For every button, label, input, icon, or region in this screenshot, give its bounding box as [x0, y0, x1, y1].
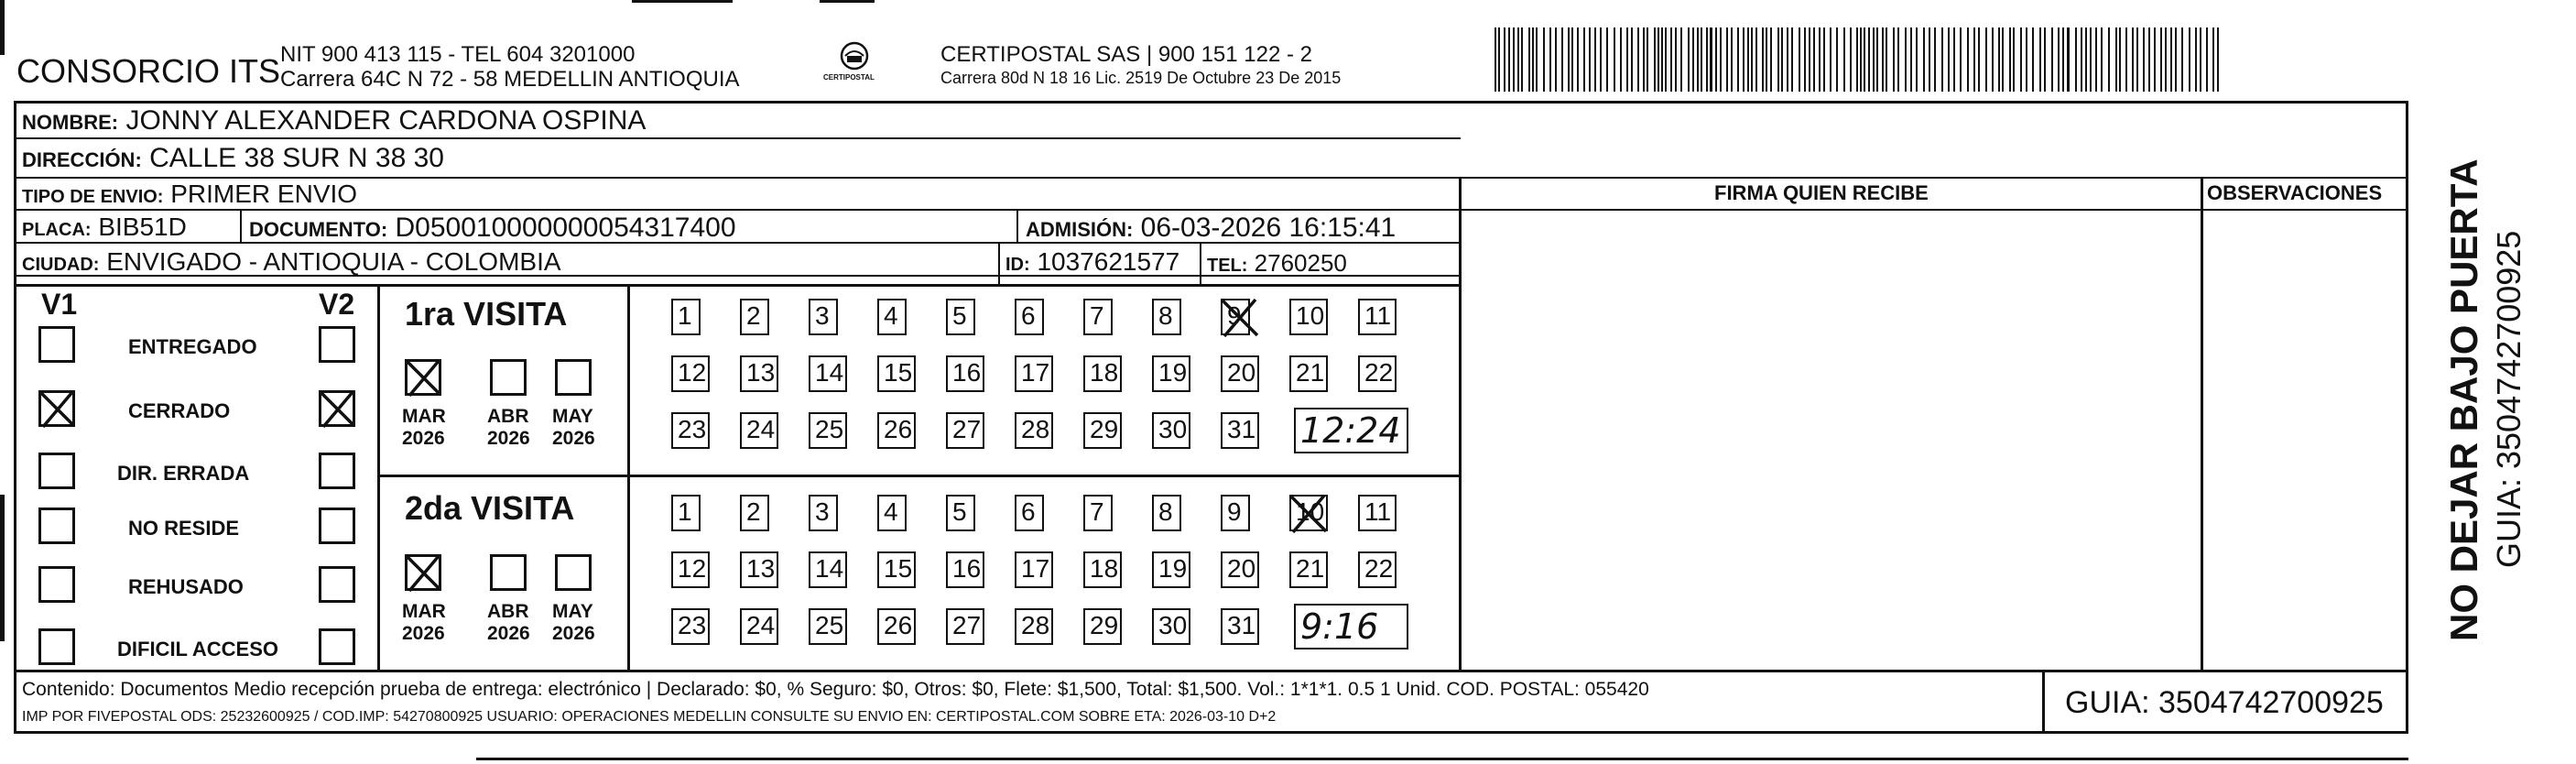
visit1-day-box[interactable]: [1083, 412, 1122, 449]
v2-header: V2: [319, 288, 355, 321]
visit1-month-label: MAY: [552, 406, 593, 427]
day-number: 18: [1090, 358, 1119, 387]
visit2-day-box[interactable]: [946, 495, 975, 531]
visit2-time-box[interactable]: [1294, 604, 1408, 649]
visit2-day-box[interactable]: [1221, 495, 1250, 531]
col-divider: [1200, 242, 1201, 284]
v2-checkbox[interactable]: [319, 326, 355, 363]
visit1-year-label: 2026: [402, 428, 445, 449]
visit1-day-box[interactable]: [1358, 355, 1397, 392]
visit1-month-label: ABR: [487, 406, 529, 427]
day-number: 12: [678, 554, 707, 583]
day-number: 15: [884, 554, 913, 583]
company-name: CONSORCIO ITS: [16, 52, 281, 90]
visit1-day-box[interactable]: [671, 299, 701, 335]
v1-checkbox[interactable]: [38, 390, 75, 427]
visit2-title: 2da VISITA: [405, 489, 575, 527]
day-number: 23: [678, 415, 707, 443]
day-number: 11: [1364, 497, 1392, 526]
day-number: 27: [952, 415, 982, 443]
v1-header: V1: [41, 288, 78, 321]
col-divider: [2201, 177, 2203, 671]
visit1-day-box[interactable]: [740, 355, 778, 392]
visit2-day-box[interactable]: [740, 495, 769, 531]
visit2-year-label: 2026: [552, 623, 595, 644]
visit1-day-box[interactable]: [1083, 355, 1122, 392]
row-divider: [14, 284, 1461, 287]
visit2-year-label: 2026: [487, 623, 530, 644]
visit2-time-value: 9:16: [1300, 606, 1379, 647]
tipo-value: PRIMER ENVIO: [170, 180, 358, 208]
visit2-day-box[interactable]: [740, 608, 778, 645]
visit2-day-box[interactable]: [877, 495, 907, 531]
visit1-day-box[interactable]: [1221, 412, 1259, 449]
visit2-month-checkbox[interactable]: [405, 554, 441, 591]
day-number: 10: [1296, 497, 1325, 526]
company-nit: NIT 900 413 115 - TEL 604 3201000: [280, 42, 636, 67]
visit2-day-box[interactable]: [877, 608, 916, 645]
visit1-month-checkbox[interactable]: [405, 359, 441, 396]
visit2-day-box[interactable]: [809, 495, 838, 531]
day-number: 3: [815, 301, 830, 330]
x-mark-icon: [404, 553, 444, 594]
col-divider: [377, 284, 380, 671]
documento-value: D050010000000054317400: [395, 213, 736, 243]
v2-checkbox[interactable]: [319, 508, 355, 544]
visit2-day-box[interactable]: [1083, 608, 1122, 645]
visit1-day-box[interactable]: [1221, 299, 1250, 335]
frame-top: [14, 101, 2408, 104]
day-number: 5: [952, 301, 967, 330]
logo-caption: CERTIPOSTAL: [823, 73, 875, 82]
visit1-day-box[interactable]: [740, 299, 769, 335]
visit1-day-box[interactable]: [1289, 355, 1328, 392]
visit1-title: 1ra VISITA: [405, 295, 568, 333]
day-number: 28: [1021, 415, 1050, 443]
company-address: Carrera 64C N 72 - 58 MEDELLIN ANTIOQUIA: [280, 67, 740, 92]
visit2-month-checkbox[interactable]: [555, 554, 592, 591]
day-number: 30: [1158, 611, 1188, 639]
status-label: NO RESIDE: [128, 517, 240, 540]
day-number: 4: [884, 301, 898, 330]
visit1-day-box[interactable]: [809, 412, 847, 449]
day-number: 19: [1158, 358, 1188, 387]
day-number: 1: [678, 301, 692, 330]
top-edge-mark: [632, 0, 733, 3]
firma-header: FIRMA QUIEN RECIBE: [1714, 181, 1929, 204]
visit1-day-box[interactable]: [877, 412, 916, 449]
certipostal-address: Carrera 80d N 18 16 Lic. 2519 De Octubre 23 De 2015: [940, 69, 1342, 87]
x-mark-icon: [318, 389, 358, 430]
day-number: 29: [1090, 611, 1119, 639]
x-mark-icon: [404, 358, 444, 398]
visit2-day-box[interactable]: [946, 551, 984, 588]
v1-checkbox[interactable]: [38, 326, 75, 363]
day-number: 21: [1296, 358, 1325, 387]
observaciones-header: OBSERVACIONES: [2207, 181, 2383, 204]
visit2-day-box[interactable]: [809, 551, 847, 588]
visit1-day-box[interactable]: [1083, 299, 1113, 335]
nombre-label: NOMBRE:: [22, 111, 119, 134]
day-number: 16: [952, 554, 982, 583]
day-number: 6: [1021, 497, 1036, 526]
day-number: 12: [678, 358, 707, 387]
visit1-day-box[interactable]: [1015, 355, 1053, 392]
day-number: 26: [884, 415, 913, 443]
side-guia: GUIA: 3504742700925: [2490, 230, 2527, 568]
x-mark-icon: [38, 389, 78, 430]
day-number: 5: [952, 497, 967, 526]
day-number: 7: [1090, 301, 1104, 330]
day-number: 13: [746, 358, 776, 387]
certipostal-logo: [823, 39, 880, 85]
status-label: DIFICIL ACCESO: [117, 638, 279, 660]
status-label: ENTREGADO: [128, 335, 257, 358]
v2-checkbox[interactable]: [319, 390, 355, 427]
certipostal-info: CERTIPOSTAL SAS | 900 151 122 - 2: [940, 42, 1312, 67]
visit2-day-box[interactable]: [1083, 495, 1113, 531]
barcode: [1495, 27, 2227, 96]
visit2-day-box[interactable]: [1083, 551, 1122, 588]
day-number: 24: [746, 415, 776, 443]
day-number: 6: [1021, 301, 1036, 330]
visit2-year-label: 2026: [402, 623, 445, 644]
visit2-day-box[interactable]: [877, 551, 916, 588]
v2-checkbox[interactable]: [319, 628, 355, 665]
visit2-day-box[interactable]: [1358, 495, 1397, 531]
day-number: 2: [746, 301, 761, 330]
visit2-month-label: MAY: [552, 601, 593, 622]
row-divider: [377, 475, 1461, 477]
visit1-day-box[interactable]: [671, 355, 710, 392]
x-mark-icon: [1219, 297, 1261, 339]
visit1-day-box[interactable]: [946, 355, 984, 392]
visit1-year-label: 2026: [487, 428, 530, 449]
visit1-month-checkbox[interactable]: [490, 359, 527, 396]
visit1-day-box[interactable]: [946, 412, 984, 449]
day-number: 21: [1296, 554, 1325, 583]
visit2-day-box[interactable]: [1152, 495, 1181, 531]
visit2-day-box[interactable]: [809, 608, 847, 645]
day-number: 20: [1227, 554, 1256, 583]
contenido-text: Contenido: Documentos Medio recepción prueba de entrega: electrónico | Declarado: $0, % Seguro: $0, Otros: $0, Flete: $1,500, Total: $1,500. Vol.: 1*1*1. 0.5 1 Unid. COD. POSTAL: 055420: [22, 679, 1649, 700]
day-number: 7: [1090, 497, 1104, 526]
visit1-day-box[interactable]: [1015, 412, 1053, 449]
status-label: CERRADO: [128, 399, 231, 422]
visit2-day-box[interactable]: [1015, 495, 1044, 531]
day-number: 26: [884, 611, 913, 639]
day-number: 13: [746, 554, 776, 583]
visit2-day-box[interactable]: [1152, 551, 1190, 588]
visit1-day-box[interactable]: [1221, 355, 1259, 392]
v1-checkbox[interactable]: [38, 508, 75, 544]
col-divider: [627, 284, 630, 671]
frame-right: [2406, 101, 2408, 733]
day-number: 22: [1364, 358, 1394, 387]
visit1-day-box[interactable]: [1152, 355, 1190, 392]
day-number: 20: [1227, 358, 1256, 387]
day-number: 8: [1158, 301, 1173, 330]
visit1-day-box[interactable]: [809, 299, 838, 335]
day-number: 24: [746, 611, 776, 639]
left-edge-mark: [0, 0, 5, 55]
visit2-day-box[interactable]: [946, 608, 984, 645]
placa-value: BIB51D: [98, 213, 187, 241]
visit2-day-box[interactable]: [1289, 551, 1328, 588]
tipo-label: TIPO DE ENVIO:: [22, 187, 164, 207]
visit1-day-box[interactable]: [1152, 412, 1190, 449]
visit1-month-checkbox[interactable]: [555, 359, 592, 396]
v1-checkbox[interactable]: [38, 453, 75, 489]
visit2-day-box[interactable]: [1015, 608, 1053, 645]
col-divider: [1016, 209, 1018, 242]
status-label: DIR. ERRADA: [117, 462, 250, 485]
day-number: 11: [1364, 301, 1392, 330]
day-number: 4: [884, 497, 898, 526]
left-edge-mark: [0, 495, 5, 641]
visit1-day-box[interactable]: [877, 355, 916, 392]
visit2-day-box[interactable]: [1358, 551, 1397, 588]
direccion-value: CALLE 38 SUR N 38 30: [149, 143, 444, 173]
day-number: 25: [815, 415, 844, 443]
visit1-day-box[interactable]: [946, 299, 975, 335]
day-number: 10: [1296, 301, 1325, 330]
row-divider: [14, 209, 2408, 211]
day-number: 14: [815, 554, 844, 583]
day-number: 23: [678, 611, 707, 639]
tel-label: TEL:: [1207, 256, 1248, 276]
day-number: 15: [884, 358, 913, 387]
col-divider: [240, 209, 242, 242]
visit2-day-box[interactable]: [671, 495, 701, 531]
v1-checkbox[interactable]: [38, 628, 75, 665]
day-number: 17: [1021, 554, 1050, 583]
admision-label: ADMISIÓN:: [1026, 218, 1134, 241]
imp-text: IMP POR FIVEPOSTAL ODS: 25232600925 / COD.IMP: 54270800925 USUARIO: OPERACIONES MEDELLIN CONSULTE SU ENVIO EN: CERTIPOSTAL.COM SOBRE ETA: 2026-03-10 D+2: [22, 709, 1277, 725]
day-number: 9: [1227, 301, 1242, 330]
visit1-day-box[interactable]: [1152, 299, 1181, 335]
id-value: 1037621577: [1037, 247, 1180, 276]
day-number: 22: [1364, 554, 1394, 583]
frame-left: [14, 101, 16, 733]
day-number: 31: [1227, 415, 1256, 443]
visit2-day-box[interactable]: [1289, 495, 1328, 531]
nombre-value: JONNY ALEXANDER CARDONA OSPINA: [125, 105, 647, 136]
v2-checkbox[interactable]: [319, 453, 355, 489]
visit1-year-label: 2026: [552, 428, 595, 449]
row-divider: [14, 137, 1461, 139]
visit1-day-box[interactable]: [740, 412, 778, 449]
visit1-month-label: MAR: [402, 406, 446, 427]
visit1-day-box[interactable]: [1015, 299, 1044, 335]
day-number: 3: [815, 497, 830, 526]
visit1-day-box[interactable]: [809, 355, 847, 392]
id-label: ID:: [1005, 255, 1030, 275]
visit2-month-label: ABR: [487, 601, 529, 622]
tel-value: 2760250: [1254, 249, 1347, 277]
day-number: 8: [1158, 497, 1173, 526]
day-number: 19: [1158, 554, 1188, 583]
day-number: 27: [952, 611, 982, 639]
ciudad-value: ENVIGADO - ANTIOQUIA - COLOMBIA: [106, 247, 561, 276]
visit1-day-box[interactable]: [1358, 299, 1397, 335]
visit1-time-value: 12:24: [1300, 410, 1401, 451]
x-mark-icon: [1288, 493, 1330, 535]
row-divider: [14, 670, 2408, 672]
visit1-day-box[interactable]: [1289, 299, 1328, 335]
col-divider: [2042, 670, 2045, 734]
documento-label: DOCUMENTO:: [249, 218, 388, 241]
visit2-day-box[interactable]: [740, 551, 778, 588]
row-divider: [1459, 177, 2408, 179]
status-label: REHUSADO: [128, 575, 244, 598]
day-number: 18: [1090, 554, 1119, 583]
day-number: 31: [1227, 611, 1256, 639]
frame-bottom: [14, 731, 2408, 734]
day-number: 29: [1090, 415, 1119, 443]
visit2-day-box[interactable]: [671, 551, 710, 588]
day-number: 17: [1021, 358, 1050, 387]
visit1-day-box[interactable]: [877, 299, 907, 335]
day-number: 16: [952, 358, 982, 387]
direccion-label: DIRECCIÓN:: [22, 148, 142, 171]
day-number: 30: [1158, 415, 1188, 443]
visit1-day-box[interactable]: [671, 412, 710, 449]
day-number: 25: [815, 611, 844, 639]
visit2-day-box[interactable]: [1221, 551, 1259, 588]
visit2-day-box[interactable]: [1152, 608, 1190, 645]
day-number: 2: [746, 497, 761, 526]
row-divider: [14, 177, 1461, 179]
day-number: 28: [1021, 611, 1050, 639]
placa-label: PLACA:: [22, 220, 92, 240]
visit2-month-label: MAR: [402, 601, 446, 622]
day-number: 1: [678, 497, 692, 526]
ciudad-label: CIUDAD:: [22, 255, 100, 275]
col-divider: [998, 242, 1000, 284]
frame-bottom-shadow: [476, 758, 2408, 760]
visit2-month-checkbox[interactable]: [490, 554, 527, 591]
day-number: 14: [815, 358, 844, 387]
footer-guia: GUIA: 3504742700925: [2065, 685, 2384, 720]
visit2-day-box[interactable]: [671, 608, 710, 645]
admision-value: 06-03-2026 16:15:41: [1140, 213, 1397, 243]
side-warning: NO DEJAR BAJO PUERTA: [2442, 158, 2485, 641]
visit2-day-box[interactable]: [1221, 608, 1259, 645]
visit2-day-box[interactable]: [1015, 551, 1053, 588]
visit1-time-box[interactable]: [1294, 408, 1408, 453]
v2-checkbox[interactable]: [319, 566, 355, 603]
col-divider: [1459, 177, 1462, 671]
v1-checkbox[interactable]: [38, 566, 75, 603]
top-edge-mark: [820, 0, 875, 3]
day-number: 9: [1227, 497, 1242, 526]
